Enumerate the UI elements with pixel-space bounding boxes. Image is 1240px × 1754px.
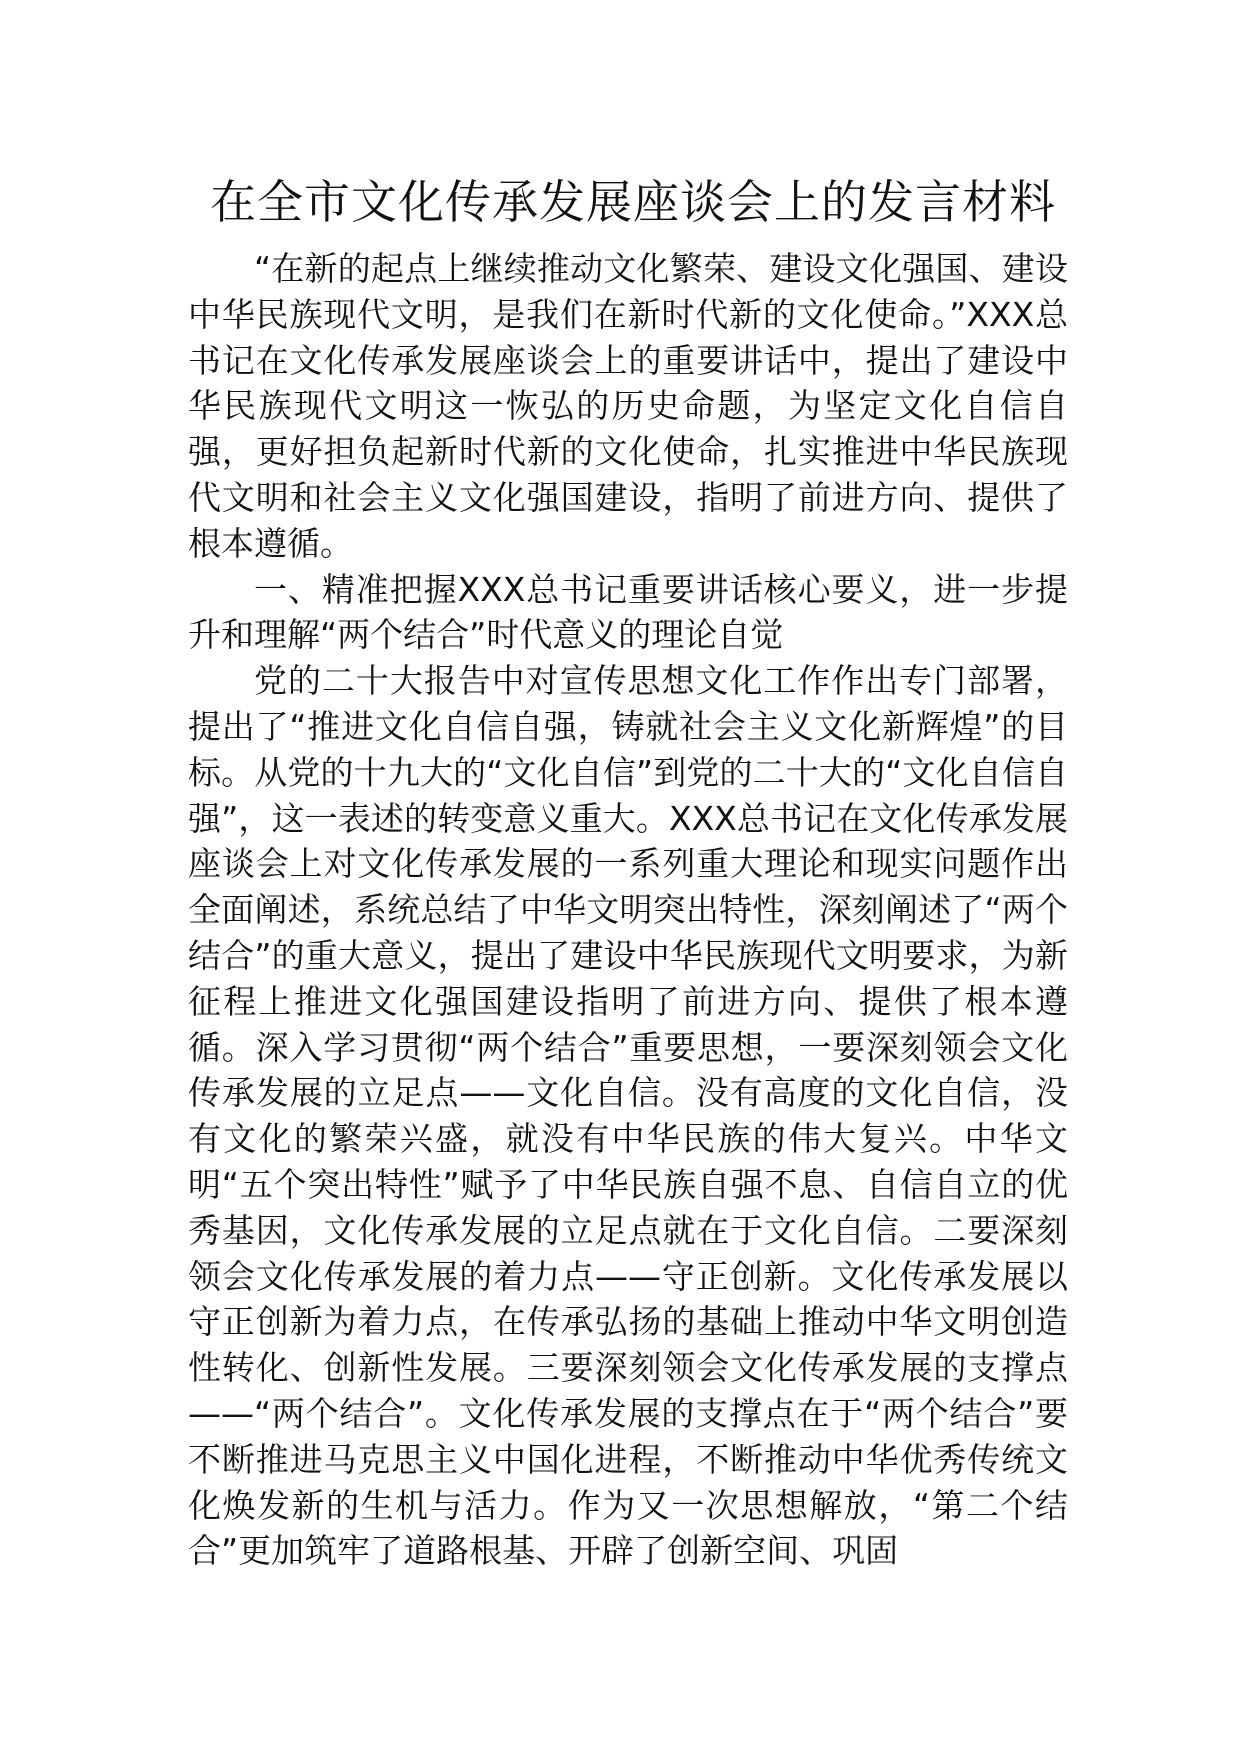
section-heading: 一、精准把握XXX总书记重要讲话核心要义，进一步提升和理解“两个结合”时代意义的理论自觉 xyxy=(188,569,1068,655)
intro-paragraph: “在新的起点上继续推动文化繁荣、建设文化强国、建设中华民族现代文明，是我们在新时代新的文化使命。”XXX总书记在文化传承发展座谈会上的重要讲话中，提出了建设中华民族现代文明这一恢弘的历史命题，为坚定文化自信自强，更好担负起新时代新的文化使命，扎实推进中华民族现代文明和社会主义文化强国建设，指明了前进方向、提供了根本遵循。 xyxy=(188,249,1068,563)
document-page xyxy=(188,176,1068,1574)
body-paragraph: 党的二十大报告中对宣传思想文化工作作出专门部署，提出了“推进文化自信自强，铸就社会主义文化新辉煌”的目标。从党的十九大的“文化自信”到党的二十大的“文化自信自强”，这一表述的转变意义重大。XXX总书记在文化传承发展座谈会上对文化传承发展的一系列重大理论和现实问题作出全面阐述，系统总结了中华文明突出特性，深刻阐述了“两个结合”的重大意义，提出了建设中华民族现代文明要求，为新征程上推进文化强国建设指明了前进方向、提供了根本遵循。深入学习贯彻“两个结合”重要思想，一要深刻领会文化传承发展的立足点——文化自信。没有高度的文化自信，没有文化的繁荣兴盛，就没有中华民族的伟大复兴。中华文明“五个突出特性”赋予了中华民族自强不息、自信自立的优秀基因，文化传承发展的立足点就在于文化自信。二要深刻领会文化传承发展的着力点——守正创新。文化传承发展以守正创新为着力点，在传承弘扬的基础上推动中华文明创造性转化、创新性发展。三要深刻领会文化传承发展的支撑点——“两个结合”。文化传承发展的支撑点在于“两个结合”要不断推进马克思主义中国化进程，不断推动中华优秀传统文化焕发新的生机与活力。作为又一次思想解放，“第二个结合”更加筑牢了道路根基、开辟了创新空间、巩固 xyxy=(188,661,1068,1571)
document-title: 在全市文化传承发展座谈会上的发言材料 xyxy=(210,175,1056,229)
